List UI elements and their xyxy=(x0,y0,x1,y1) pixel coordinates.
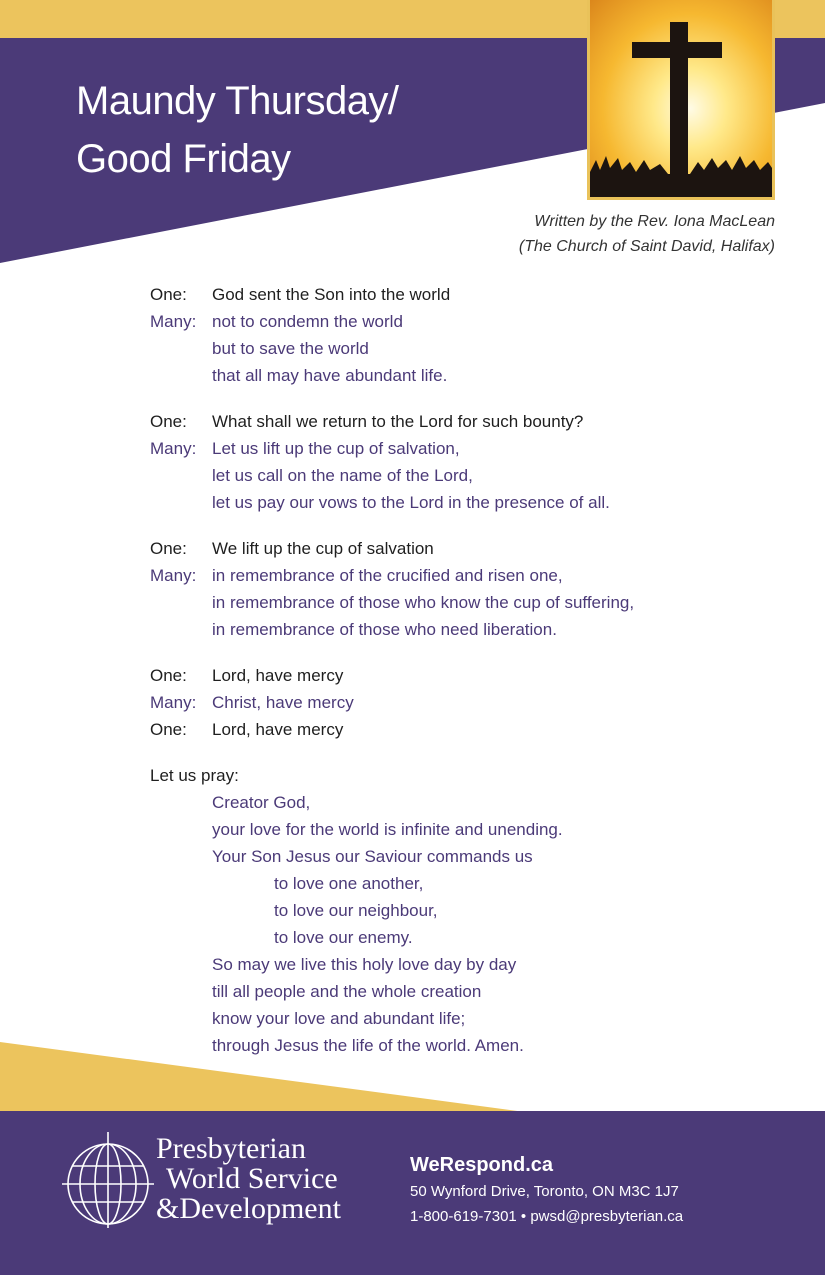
line-text: Let us lift up the cup of salvation, xyxy=(212,439,460,458)
globe-icon xyxy=(62,1132,154,1230)
website-link[interactable]: WeRespond.ca xyxy=(410,1154,553,1176)
line-text: not to condemn the world xyxy=(212,312,403,331)
line-text: Lord, have mercy xyxy=(212,720,344,739)
prayer-line: to love our enemy. xyxy=(274,928,413,947)
line-text: let us pay our vows to the Lord in the presence of all. xyxy=(212,493,610,512)
liturgy-line xyxy=(150,335,790,362)
closing-prayer xyxy=(150,762,790,1059)
line-text: Christ, have mercy xyxy=(212,693,354,712)
stanza-3 xyxy=(150,535,790,643)
prayer-line: So may we live this holy love day by day xyxy=(212,955,517,974)
liturgy-line xyxy=(150,489,790,516)
liturgy-line xyxy=(150,716,790,743)
line-text: in remembrance of those who need liberation. xyxy=(212,620,557,639)
speaker-label: One: xyxy=(150,666,187,685)
prayer-line: till all people and the whole creation xyxy=(212,982,482,1001)
speaker-label: One: xyxy=(150,539,187,558)
liturgy-line xyxy=(150,408,790,435)
speaker-label xyxy=(150,362,212,389)
line-text: let us call on the name of the Lord, xyxy=(212,466,473,485)
prayer-heading: Let us pray: xyxy=(150,766,239,785)
liturgy-line xyxy=(150,589,790,616)
liturgy-line xyxy=(150,535,790,562)
prayer-line: your love for the world is infinite and unending. xyxy=(212,820,563,839)
responsive-liturgy xyxy=(150,281,790,1059)
speaker-label xyxy=(150,489,212,516)
cross-sunset-photo xyxy=(587,0,775,200)
stanza-1 xyxy=(150,281,790,389)
org-line-2: World Service xyxy=(166,1162,338,1195)
stanza-2 xyxy=(150,408,790,516)
speaker-label: Many: xyxy=(150,566,197,585)
speaker-label xyxy=(150,335,212,362)
prayer-line: know your love and abundant life; xyxy=(212,1009,466,1028)
liturgy-line xyxy=(150,562,790,589)
liturgy-line xyxy=(150,362,790,389)
org-line-3: &Development xyxy=(156,1192,341,1225)
byline-church: (The Church of Saint David, Halifax) xyxy=(518,238,775,255)
liturgy-line xyxy=(150,689,790,716)
author-byline xyxy=(519,209,775,259)
title-line-1: Maundy Thursday/ xyxy=(76,79,399,123)
byline-author: Written by the Rev. Iona MacLean xyxy=(534,213,775,230)
speaker-label: Many: xyxy=(150,312,197,331)
speaker-label xyxy=(150,616,212,643)
liturgy-line xyxy=(150,462,790,489)
org-line-1: Presbyterian xyxy=(156,1132,306,1165)
liturgy-line xyxy=(150,435,790,462)
prayer-line: through Jesus the life of the world. Amen. xyxy=(212,1036,524,1055)
speaker-label: Many: xyxy=(150,439,197,458)
line-text: What shall we return to the Lord for such bounty? xyxy=(212,412,584,431)
prayer-line: to love our neighbour, xyxy=(274,901,438,920)
mailing-address: 50 Wynford Drive, Toronto, ON M3C 1J7 xyxy=(410,1183,679,1200)
organization-wordmark xyxy=(156,1134,341,1224)
title-line-2: Good Friday xyxy=(76,137,291,181)
prayer-line: Creator God, xyxy=(212,793,311,812)
line-text: Lord, have mercy xyxy=(212,666,344,685)
contact-info xyxy=(410,1151,683,1229)
page-title xyxy=(76,72,399,188)
liturgy-line xyxy=(150,281,790,308)
speaker-label: One: xyxy=(150,412,187,431)
cross-image xyxy=(590,0,772,197)
prayer-line: Your Son Jesus our Saviour commands us xyxy=(212,847,533,866)
prayer-line: to love one another, xyxy=(274,874,424,893)
line-text: in remembrance of those who know the cup of suffering, xyxy=(212,593,635,612)
liturgy-line xyxy=(150,308,790,335)
liturgy-line xyxy=(150,616,790,643)
line-text: We lift up the cup of salvation xyxy=(212,539,434,558)
speaker-label xyxy=(150,462,212,489)
liturgy-line xyxy=(150,662,790,689)
speaker-label: Many: xyxy=(150,693,197,712)
line-text: in remembrance of the crucified and risen one, xyxy=(212,566,563,585)
phone-email: 1-800-619-7301 • pwsd@presbyterian.ca xyxy=(410,1208,684,1225)
line-text: that all may have abundant life. xyxy=(212,366,448,385)
speaker-label xyxy=(150,589,212,616)
stanza-4 xyxy=(150,662,790,743)
speaker-label: One: xyxy=(150,720,187,739)
line-text: but to save the world xyxy=(212,339,369,358)
speaker-label: One: xyxy=(150,285,187,304)
line-text: God sent the Son into the world xyxy=(212,285,451,304)
